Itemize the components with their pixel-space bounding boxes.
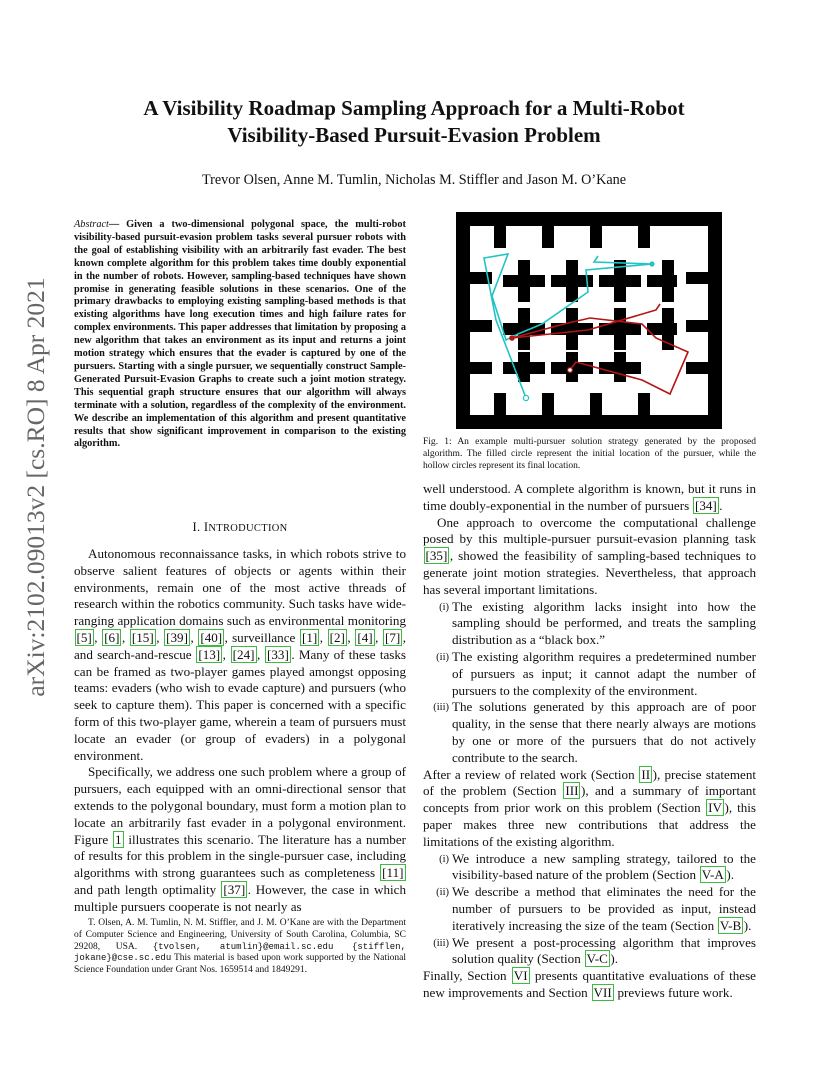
figure-ref-link[interactable]: 1 <box>115 831 122 847</box>
citation-link[interactable]: [35] <box>425 548 448 564</box>
section-heading-introduction: I. INTRODUCTION <box>192 520 288 534</box>
pursuer-2-start-marker <box>509 335 515 341</box>
title-line-2: Visibility-Based Pursuit-Evasion Problem <box>227 123 601 147</box>
paper-title <box>60 95 768 149</box>
citation-link[interactable]: [7] <box>385 629 401 645</box>
limitation-item: (iii) The solutions generated by this approach are of poor quality, in the sense that there nearly always are motions by one or more of the pursuers that do not actively contribute to the search. <box>433 699 756 765</box>
left-column <box>74 546 406 916</box>
citation-link[interactable]: [5] <box>76 629 92 645</box>
contribution-item: (ii) We describe a method that eliminates the need for the number of pursuers to be provided as input, instead iteratively increasing the size of the team (Section V-B ). <box>436 884 756 933</box>
citation-link[interactable]: [13] <box>198 646 221 662</box>
citation-link[interactable]: [39] <box>166 629 188 645</box>
section-ref-link[interactable]: V-C <box>586 951 608 967</box>
citation-link[interactable]: [40] <box>200 629 223 645</box>
author-footnote: T. Olsen, A. M. Tumlin, N. M. Stiffler, and J. M. O’Kane are with the Department of Computer Science and Engineering, University of South Carolina, Columbia, SC 29208, USA. {tvolsen, atumlin}@email.sc.edu {stifflen, jokane}@cse.sc.edu This material is based upon work supported by the National Science Foundation under Grant Nos. 1659514 and 1849291. <box>74 918 406 976</box>
section-ref-link[interactable]: II <box>641 766 651 782</box>
pursuer-1-start-marker <box>649 261 654 266</box>
abstract-text: — Given a two-dimensional polygonal space, the multi-robot visibility-based pursuit-evasion problem tasks several pursuer robots with the goal of establishing visibility with an arbitrarily fast evader. The best known complete algorithm for this problem takes time doubly exponential in the number of robots. However, sampling-based techniques have shown promise in generating feasible solutions in these scenarios. One of the primary drawbacks to employing existing sampling-based methods is that existing algorithms have long execution times and high failure rates for complex environments. This paper addresses that limitation by proposing a new algorithm that takes an environment as its input and returns a joint motion strategy which ensures that the evader is captured by one of the pursuers. Starting with a single pursuer, we sequentially construct Sample-Generated Pursuit-Evasion Graphs to create such a joint motion strategy. This sequential graph structure ensures that our algorithm will always terminate with a solution, regardless of the complexity of the environment. We describe an implementation of this algorithm and present quantitative results that show significant improvement in comparison to the existing algorithm. <box>74 219 406 450</box>
section-ref-link[interactable]: III <box>565 783 579 799</box>
right-paragraph-1: well understood. A complete algorithm is known, but it runs in time doubly-exponential in the number of pursuers [34] . <box>423 481 756 513</box>
pursuer-1-end-marker <box>523 395 528 400</box>
author-emails: {tvolsen, atumlin}@email.sc.edu {stifflen, jokane}@cse.sc.edu <box>74 941 406 964</box>
contribution-item: (i) We introduce a new sampling strategy, tailored to the visibility-based nature of the problem (Section V-A ). <box>439 850 756 883</box>
abstract-label: Abstract <box>74 219 109 230</box>
author-list: Trevor Olsen, Anne M. Tumlin, Nicholas M. Stiffler and Jason M. O’Kane <box>201 172 627 188</box>
title-line-1: A Visibility Roadmap Sampling Approach for a Multi-Robot <box>143 96 685 120</box>
right-column <box>423 481 756 1002</box>
right-paragraph-2: One approach to overcome the computational challenge posed by this multiple-pursuer pursuit-evasion planning task [35] , showed the feasibility of sampling-based techniques to generate joint motion strategies. Nevertheless, that approach has several important limitations. <box>423 514 756 597</box>
arxiv-stamp <box>16 277 56 697</box>
right-paragraph-4: Finally, Section VI presents quantitative evaluations of these new improvements and Section VII previews future work. <box>423 968 756 1000</box>
citation-link[interactable]: [33] <box>267 646 289 662</box>
right-paragraph-3: After a review of related work (Section II ), precise statement of the problem (Section III ), and a summary of important concepts from prior work on this problem (Section IV ), this paper makes three new contributions that address the limitations of the existing algorithm. <box>423 766 757 849</box>
contribution-item: (iii) We present a post-processing algorithm that improves solution quality (Section V-C ). <box>433 934 756 967</box>
abstract <box>74 219 406 451</box>
citation-link[interactable]: [15] <box>131 629 154 645</box>
pursuer-2-end-marker <box>568 368 573 373</box>
citation-link[interactable]: [37] <box>223 881 246 897</box>
section-ref-link[interactable]: VII <box>593 984 612 1000</box>
citation-link[interactable]: [2] <box>329 629 345 645</box>
citation-link[interactable]: [11] <box>382 865 404 881</box>
figure-1-pursuit-strategy <box>456 212 722 429</box>
intro-paragraph-1: Autonomous reconnaissance tasks, in which robots strive to observe salient features of objects or agents within their environments, remain one of the most active threads of research within the robotics community. Such tasks have wide-ranging application domains such as environmental monitoring [5] , [6] , [15] , [39] , [40] , surveillance [1] , [2] , [4] , [7] , and search-and-rescue [13] , [24] , [33] . Many of these tasks can be framed as two-player games played amongst opposing teams: evaders (who wish to evade capture) and pursuers (who seek to capture them). This paper is concerned with a specific form of this two-player game, wherein a team of pursuers must locate an evader (or group of evaders) in a polygonal environment. <box>74 546 407 763</box>
citation-link[interactable]: [1] <box>301 629 318 645</box>
citation-link[interactable]: [6] <box>104 629 120 645</box>
citation-link[interactable]: [34] <box>694 497 717 513</box>
limitation-item: (ii) The existing algorithm requires a predetermined number of pursuers as input; it cannot adapt the number of pursuers to the complexity of the environment. <box>436 648 756 698</box>
section-ref-link[interactable]: IV <box>708 800 722 816</box>
limitation-item: (i) The existing algorithm lacks insight into how the sampling should be performed, and treats the sampling distribution as a “black box.” <box>439 598 756 648</box>
citation-link[interactable]: [24] <box>232 646 255 662</box>
section-ref-link[interactable]: VI <box>513 968 528 984</box>
citation-link[interactable]: [4] <box>357 629 373 645</box>
section-ref-link[interactable]: V-B <box>719 917 742 933</box>
figure-1-caption: Fig. 1: An example multi-pursuer solution strategy generated by the proposed algorithm. The filled circle represent the initial location of the pursuer, while the hollow circles represent its final location. <box>423 437 756 471</box>
intro-paragraph-2: Specifically, we address one such problem where a group of pursuers, each equipped with an omni-directional sensor that extends to the polygonal boundary, must form a motion plan to locate an arbitrarily fast evader in a polygonal environment. Figure 1 illustrates this scenario. The literature has a number of results for this problem in the single-pursuer case, including algorithms with strong guarantees such as completeness [11] and path length optimality [37] . However, the case in which multiple pursuers cooperate is not nearly as <box>74 764 406 914</box>
section-ref-link[interactable]: V-A <box>701 867 724 883</box>
arxiv-stamp-text: arXiv:2102.09013v2 [cs.RO] 8 Apr 2021 <box>21 277 50 697</box>
